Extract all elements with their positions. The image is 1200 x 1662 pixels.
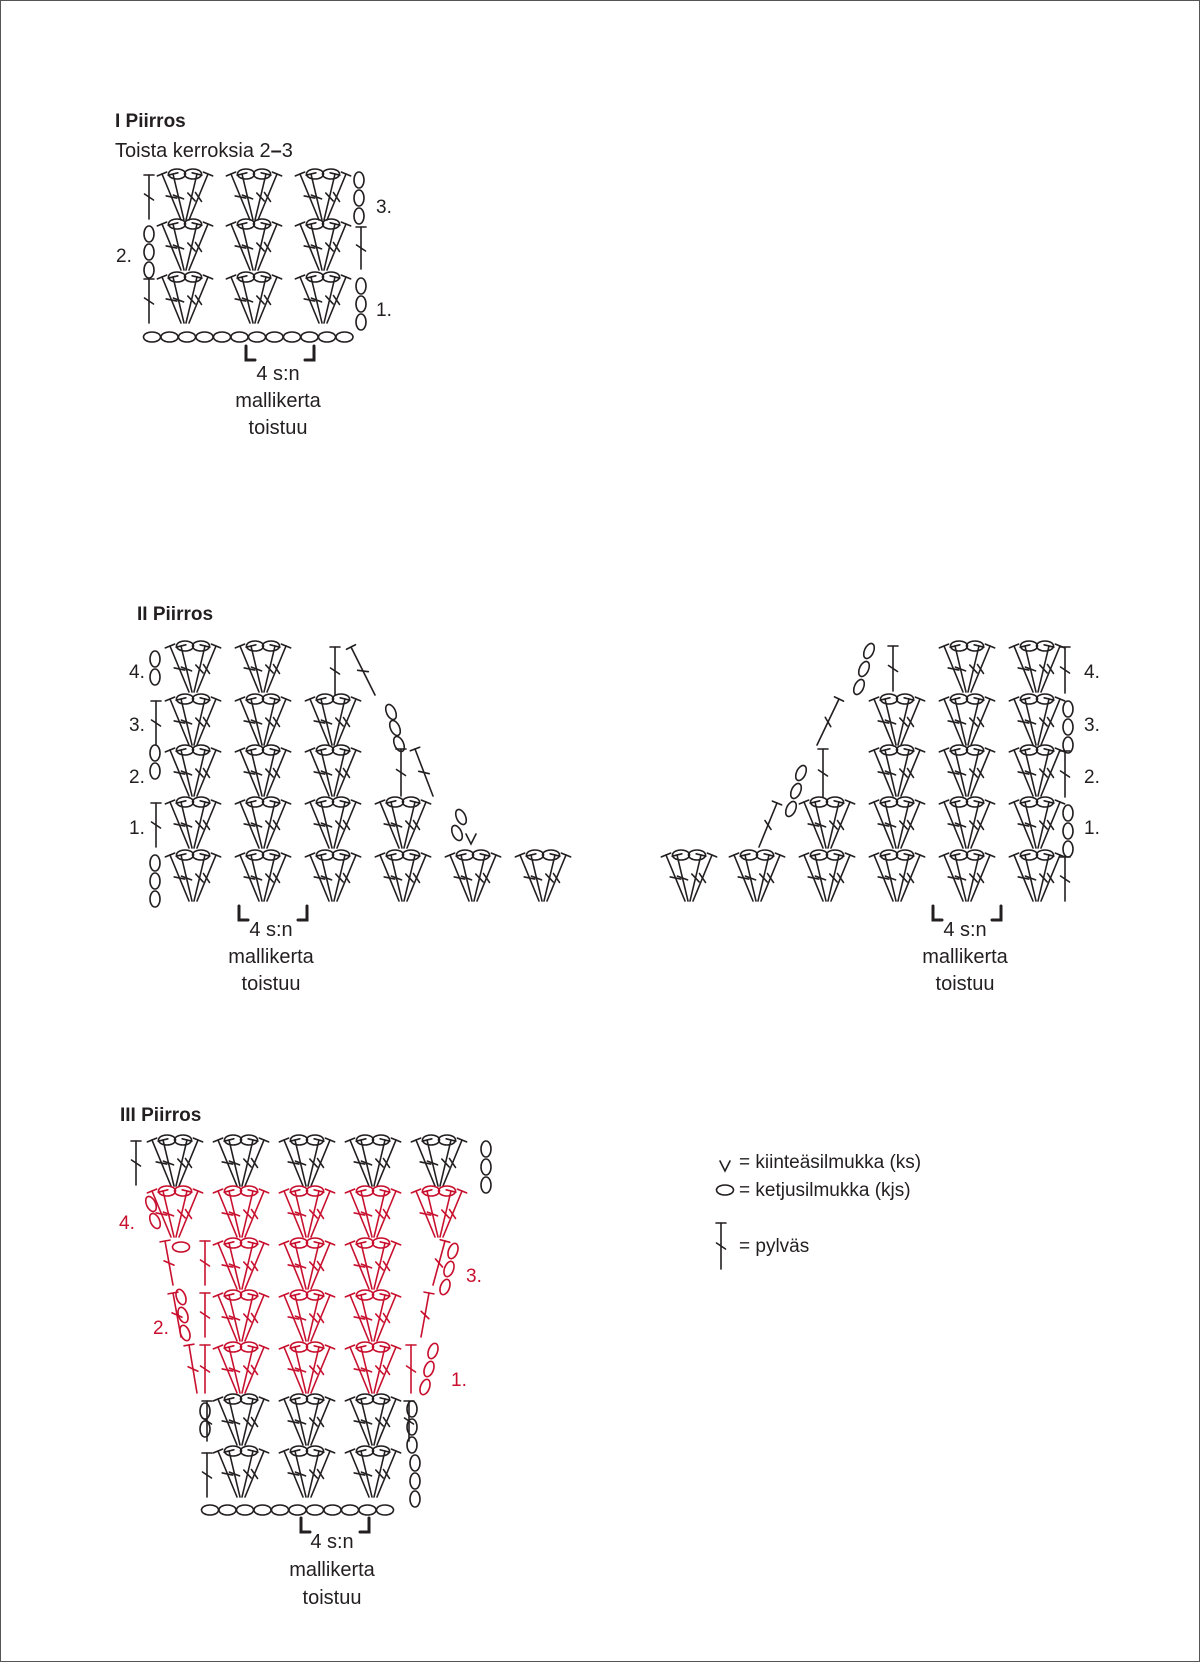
chain-stitch [150, 763, 160, 779]
chain-stitch [384, 703, 399, 721]
crochet-diagrams [1, 1, 1199, 1661]
legend-double-crochet-label: = pylväs [739, 1236, 810, 1257]
double-crochet-top-bar [810, 854, 820, 856]
double-crochet-top-bar [316, 749, 326, 751]
double-crochet [817, 697, 844, 745]
chain-stitch [794, 764, 809, 782]
chart-1-row-2: 2. [116, 246, 132, 267]
chart-3-repeat-line2: toistuu [302, 1587, 362, 1609]
double-crochet-top-bar [314, 1398, 324, 1400]
chain-stitch [789, 782, 804, 800]
double-crochet-top-bar [340, 698, 350, 700]
double-crochet-top-bar [810, 801, 820, 803]
double-crochet-top-bar [248, 1242, 258, 1244]
double-crochet [202, 1453, 212, 1497]
repeat-bracket-right [992, 906, 1001, 920]
double-crochet-top-bar [261, 173, 271, 175]
double-crochet-top-bar [290, 1139, 300, 1141]
double-crochet [396, 749, 406, 796]
double-crochet-top-bar [904, 801, 914, 803]
chain-stitch [377, 1505, 394, 1515]
double-crochet [759, 801, 782, 847]
double-crochet-top-bar [1044, 854, 1054, 856]
double-crochet-top-bar [246, 854, 256, 856]
repeat-bracket-left [933, 906, 942, 920]
repeat-bracket [301, 1518, 369, 1532]
double-crochet-top-bar [314, 1450, 324, 1452]
double-crochet-top-bar [974, 854, 984, 856]
chart-1-repeat-line1: mallikerta [235, 390, 321, 412]
chain-stitch [200, 1421, 210, 1437]
double-crochet-top-bar [330, 223, 340, 225]
double-crochet-top-bar [526, 854, 536, 856]
chain-stitch [410, 1473, 420, 1489]
double-crochet-top-bar [184, 1344, 194, 1346]
double-crochet-top-bar [200, 749, 210, 751]
chart-2-left-row-2: 2. [129, 767, 145, 788]
double-crochet-top-bar [290, 1294, 300, 1296]
chain-stitch [481, 1159, 491, 1175]
chain-stitch [144, 226, 154, 242]
chart-2-right-row-4: 4. [1084, 662, 1100, 683]
double-crochet-top-bar [290, 1346, 300, 1348]
chain-stitch [289, 1505, 306, 1515]
double-crochet-top-bar [224, 1450, 234, 1452]
chart-2-left-repeat-count: 4 s:n [249, 919, 293, 941]
chain-stitch [852, 678, 867, 696]
double-crochet-top-bar [290, 1450, 300, 1452]
chart-2-right-row-2: 2. [1084, 767, 1100, 788]
chart-1-title: I Piirros [115, 111, 186, 132]
chain-stitch [481, 1177, 491, 1193]
chart-3-row-2: 2. [153, 1318, 169, 1339]
chain-stitch [862, 642, 877, 660]
double-crochet [151, 701, 161, 745]
double-crochet-top-bar [386, 854, 396, 856]
chain-stitch [200, 1403, 210, 1419]
chain-stitch [1063, 719, 1073, 735]
chart-2-left-row-1: 1. [129, 818, 145, 839]
repeat-bracket [933, 906, 1001, 920]
double-crochet-top-bar [182, 1190, 192, 1192]
chain-stitch [426, 1342, 440, 1360]
double-crochet-top-bar [270, 698, 280, 700]
chain-stitch [284, 332, 301, 342]
chain-stitch [202, 1505, 219, 1515]
double-crochet [356, 227, 366, 269]
double-crochet-top-bar [386, 801, 396, 803]
chain-stitch [307, 1505, 324, 1515]
double-crochet-top-bar [380, 1398, 390, 1400]
chain-stitch [359, 1505, 376, 1515]
chain-stitch [174, 1288, 188, 1306]
double-crochet-top-bar [176, 854, 186, 856]
chart-3-repeat-line1: mallikerta [289, 1559, 375, 1581]
double-crochet-top-bar [446, 1139, 456, 1141]
chain-stitch [784, 800, 799, 818]
chart-3-title: III Piirros [120, 1105, 202, 1126]
double-crochet-top-bar [950, 854, 960, 856]
repeat-bracket-left [239, 906, 248, 920]
double-crochet-top-bar [422, 1139, 432, 1141]
chain-stitch [179, 332, 196, 342]
double-crochet-top-bar [248, 1450, 258, 1452]
double-crochet [151, 803, 161, 847]
double-crochet-top-bar [314, 1294, 324, 1296]
chain-stitch [272, 1505, 289, 1515]
double-crochet-top-bar [176, 801, 186, 803]
chain-stitch [150, 651, 160, 667]
double-crochet-top-bar [356, 1346, 366, 1348]
double-crochet-top-bar [380, 1242, 390, 1244]
double-crochet-top-bar [270, 854, 280, 856]
double-crochet-top-bar [356, 1450, 366, 1452]
chain-stitch [342, 1505, 359, 1515]
repeat-bracket-right [305, 346, 314, 360]
double-crochet-top-bar [224, 1346, 234, 1348]
double-crochet-top-bar [248, 1294, 258, 1296]
double-crochet-top-bar [182, 1139, 192, 1141]
double-crochet-top-bar [158, 1190, 168, 1192]
double-crochet-top-bar [176, 645, 186, 647]
chart-2-left-repeat-line2: toistuu [241, 973, 301, 995]
double-crochet-top-bar [974, 698, 984, 700]
double-crochet-top-bar [880, 801, 890, 803]
double-crochet-top-bar [550, 854, 560, 856]
double-crochet-top-bar [314, 1242, 324, 1244]
double-crochet-top-bar [1020, 645, 1030, 647]
chain-stitch [1063, 805, 1073, 821]
chart-2-left-repeat-line1: mallikerta [228, 946, 314, 968]
double-crochet-top-bar [950, 749, 960, 751]
double-crochet-top-bar [904, 854, 914, 856]
chain-stitch [150, 855, 160, 871]
repeat-bracket [239, 906, 307, 920]
double-crochet-top-bar [224, 1139, 234, 1141]
double-crochet-top-bar [248, 1190, 258, 1192]
double-crochet-top-bar [246, 801, 256, 803]
chain-stitch [173, 1242, 190, 1252]
double-crochet-top-bar [740, 854, 750, 856]
chain-stitch [144, 262, 154, 278]
chart-1-row-3: 3. [376, 197, 392, 218]
double-crochet-cross-bar [358, 670, 369, 671]
double-crochet [347, 645, 375, 695]
double-crochet-top-bar [200, 698, 210, 700]
double-crochet-top-bar [1044, 749, 1054, 751]
chart-1-repeat-count: 4 s:n [256, 363, 300, 385]
double-crochet-top-bar [237, 223, 247, 225]
double-crochet-top-bar [160, 1240, 170, 1242]
repeat-bracket-right [298, 906, 307, 920]
double-crochet-top-bar [446, 1190, 456, 1192]
chart-3-row-4: 4. [119, 1213, 135, 1234]
chain-stitch [254, 1505, 271, 1515]
chain-stitch [178, 1324, 192, 1342]
double-crochet [1060, 647, 1070, 693]
double-crochet-top-bar [306, 173, 316, 175]
double-crochet-top-bar [248, 1398, 258, 1400]
chart-2-right-row-1: 1. [1084, 818, 1100, 839]
double-crochet-top-bar [248, 1346, 258, 1348]
double-crochet [818, 749, 828, 797]
double-crochet-top-bar [290, 1190, 300, 1192]
double-crochet [410, 747, 433, 796]
chart-2-left-row-3: 3. [129, 715, 145, 736]
double-crochet [200, 1345, 210, 1393]
double-crochet-top-bar [176, 749, 186, 751]
double-crochet-top-bar [880, 854, 890, 856]
chain-stitch [266, 332, 283, 342]
double-crochet-top-bar [410, 801, 420, 803]
double-crochet-top-bar [270, 749, 280, 751]
double-crochet-top-bar [224, 1398, 234, 1400]
chain-stitch [481, 1141, 491, 1157]
chain-stitch [354, 190, 364, 206]
chain-stitch [454, 808, 469, 826]
double-crochet-top-bar [672, 854, 682, 856]
double-crochet-top-bar [306, 276, 316, 278]
legend-chain-label: = ketjusilmukka (kjs) [739, 1180, 911, 1201]
chain-stitch [249, 332, 266, 342]
chain-stitch [438, 1278, 452, 1296]
double-crochet-top-bar [224, 1242, 234, 1244]
double-crochet-top-bar [224, 1190, 234, 1192]
double-crochet-top-bar [340, 749, 350, 751]
double-crochet-top-bar [290, 1242, 300, 1244]
chain-stitch [410, 1455, 420, 1471]
chain-stitch [319, 332, 336, 342]
double-crochet-top-bar [200, 645, 210, 647]
chain-stitch [418, 1378, 432, 1396]
chart-1-subtitle-end: 3 [281, 140, 293, 162]
double-crochet-top-bar [340, 801, 350, 803]
chart-3-repeat-count: 4 s:n [310, 1531, 354, 1553]
double-crochet-top-bar [974, 801, 984, 803]
double-crochet-top-bar [316, 801, 326, 803]
chart-3-row-1: 1. [451, 1370, 467, 1391]
double-crochet-top-bar [356, 1139, 366, 1141]
chain-stitch [446, 1242, 460, 1260]
double-crochet-top-bar [237, 276, 247, 278]
double-crochet-top-bar [290, 1398, 300, 1400]
double-crochet-top-bar [330, 276, 340, 278]
chart-2-right-repeat-line1: mallikerta [922, 946, 1008, 968]
double-crochet-top-bar [380, 1450, 390, 1452]
chain-stitch [354, 172, 364, 188]
double-crochet-top-bar [246, 749, 256, 751]
double-crochet-top-bar [1020, 801, 1030, 803]
double-crochet-top-bar [974, 645, 984, 647]
double-crochet [888, 646, 898, 691]
chain-stitch [388, 719, 403, 737]
double-crochet-top-bar [200, 801, 210, 803]
double-crochet-top-bar [950, 645, 960, 647]
double-crochet-top-bar [168, 173, 178, 175]
chain-stitch [231, 332, 248, 342]
chart-2-title: II Piirros [137, 604, 214, 625]
double-crochet-top-bar [950, 801, 960, 803]
repeat-bracket [246, 346, 314, 360]
chart-1-subtitle [115, 141, 293, 161]
chain-stitch [150, 891, 160, 907]
double-crochet [131, 1141, 141, 1185]
double-crochet-top-bar [1044, 645, 1054, 647]
chain-stitch [1063, 841, 1073, 857]
double-crochet-top-bar [306, 223, 316, 225]
double-crochet-top-bar [237, 173, 247, 175]
double-crochet-top-bar [422, 1190, 432, 1192]
double-crochet [1060, 751, 1070, 797]
double-crochet-top-bar [261, 223, 271, 225]
double-crochet-top-bar [904, 698, 914, 700]
chain-stitch [144, 332, 161, 342]
chain-stitch [1063, 823, 1073, 839]
chain-stitch [450, 824, 465, 842]
chain-stitch [144, 244, 154, 260]
double-crochet-top-bar [246, 698, 256, 700]
double-crochet-top-bar [158, 1139, 168, 1141]
double-crochet-top-bar [330, 173, 340, 175]
double-crochet-top-bar [356, 1190, 366, 1192]
double-crochet-top-bar [356, 1242, 366, 1244]
chain-stitch [150, 873, 160, 889]
double-crochet [716, 1223, 726, 1269]
double-crochet [144, 279, 154, 323]
double-crochet-top-bar [340, 854, 350, 856]
double-crochet-top-bar [880, 749, 890, 751]
chart-1-repeat-line2: toistuu [248, 417, 308, 439]
chain-stitch [410, 1491, 420, 1507]
double-crochet-top-bar [1044, 801, 1054, 803]
double-crochet-top-bar [168, 223, 178, 225]
chain-stitch [237, 1505, 254, 1515]
double-crochet-top-bar [456, 854, 466, 856]
repeat-bracket-left [246, 346, 255, 360]
double-crochet-top-bar [380, 1190, 390, 1192]
double-crochet-top-bar [192, 276, 202, 278]
double-crochet-top-bar [1020, 854, 1030, 856]
chain-stitch [150, 669, 160, 685]
double-crochet-top-bar [356, 1398, 366, 1400]
double-crochet [421, 1292, 434, 1337]
chain-stitch [196, 332, 213, 342]
double-crochet-top-bar [834, 854, 844, 856]
legend-single-crochet-label: = kiinteäsilmukka (ks) [739, 1152, 922, 1173]
double-crochet [330, 647, 340, 695]
single-crochet [466, 834, 476, 844]
chain-stitch [356, 314, 366, 330]
chain-stitch [422, 1360, 436, 1378]
chain-stitch [336, 332, 353, 342]
double-crochet-top-bar [261, 276, 271, 278]
double-crochet-top-bar [356, 1294, 366, 1296]
chart-3-row-3: 3. [466, 1266, 482, 1287]
double-crochet [406, 1345, 416, 1393]
double-crochet-top-bar [380, 1294, 390, 1296]
chain-stitch [148, 1212, 163, 1230]
chain-stitch [214, 332, 231, 342]
double-crochet [200, 1241, 210, 1285]
repeat-bracket-right [360, 1518, 369, 1532]
double-crochet-top-bar [192, 173, 202, 175]
double-crochet-top-bar [974, 749, 984, 751]
chain-stitch [144, 1195, 159, 1213]
chain-stitch [219, 1505, 236, 1515]
chain-stitch [161, 332, 178, 342]
double-crochet-top-bar [270, 801, 280, 803]
chain-stitch [442, 1260, 456, 1278]
double-crochet-top-bar [410, 854, 420, 856]
double-crochet-top-bar [904, 749, 914, 751]
double-crochet-top-bar [380, 1139, 390, 1141]
double-crochet-top-bar [200, 854, 210, 856]
double-crochet-top-bar [316, 854, 326, 856]
chain-stitch [392, 735, 407, 753]
double-crochet-top-bar [764, 854, 774, 856]
repeat-bracket-left [301, 1518, 310, 1532]
double-crochet-top-bar [316, 698, 326, 700]
chain-stitch [354, 208, 364, 224]
chart-2-right-repeat-count: 4 s:n [943, 919, 987, 941]
double-crochet-top-bar [314, 1190, 324, 1192]
double-crochet-top-bar [314, 1139, 324, 1141]
chart-2-right-repeat-line2: toistuu [935, 973, 995, 995]
double-crochet-top-bar [168, 276, 178, 278]
double-crochet-top-bar [480, 854, 490, 856]
double-crochet [1060, 857, 1070, 901]
double-crochet-top-bar [1044, 698, 1054, 700]
chain-stitch [1063, 701, 1073, 717]
double-crochet [144, 175, 154, 219]
chart-1-row-1: 1. [376, 300, 392, 321]
chain-stitch [150, 745, 160, 761]
chart-2-left-row-4: 4. [129, 662, 145, 683]
double-crochet-top-bar [950, 698, 960, 700]
chain-stitch [301, 332, 318, 342]
double-crochet [200, 1293, 210, 1337]
double-crochet-top-bar [1020, 749, 1030, 751]
double-crochet-top-bar [248, 1139, 258, 1141]
red-symbols [144, 1186, 467, 1396]
chain-stitch [717, 1185, 734, 1195]
double-crochet-top-bar [314, 1346, 324, 1348]
double-crochet-top-bar [224, 1294, 234, 1296]
double-crochet-top-bar [424, 1292, 434, 1294]
double-crochet-top-bar [834, 801, 844, 803]
chain-stitch [324, 1505, 341, 1515]
chart-2-right-row-3: 3. [1084, 715, 1100, 736]
double-crochet-top-bar [696, 854, 706, 856]
double-crochet-top-bar [880, 698, 890, 700]
double-crochet-top-bar [1020, 698, 1030, 700]
chain-stitch [356, 278, 366, 294]
double-crochet-top-bar [270, 645, 280, 647]
double-crochet-top-bar [380, 1346, 390, 1348]
single-crochet-v [720, 1161, 730, 1171]
chain-stitch [857, 660, 872, 678]
chart-1-subtitle-dash: – [270, 140, 282, 162]
double-crochet-top-bar [192, 223, 202, 225]
chart-1-subtitle-text: Toista kerroksia 2 [115, 140, 271, 162]
double-crochet [184, 1344, 198, 1393]
chain-stitch [356, 296, 366, 312]
double-crochet-top-bar [246, 645, 256, 647]
single-crochet-v [466, 834, 476, 844]
single-crochet [720, 1161, 730, 1171]
double-crochet-top-bar [176, 698, 186, 700]
